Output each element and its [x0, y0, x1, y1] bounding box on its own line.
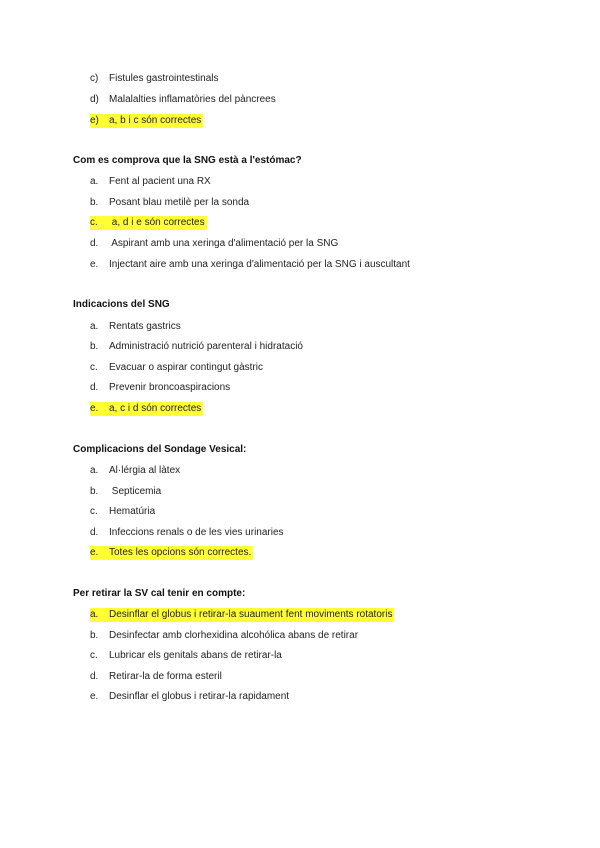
- option-text: Administració nutrició parenteral i hidratació: [109, 341, 303, 352]
- q0-option-c: [90, 72, 219, 86]
- option-letter: a.: [90, 176, 99, 187]
- q3-option-e: [90, 546, 253, 560]
- option-text: Desinfectar amb clorhexidina alcohólica abans de retirar: [109, 630, 359, 641]
- q2-option-e: [90, 402, 203, 416]
- option-letter: b.: [90, 630, 99, 641]
- q1-option-c: [90, 216, 207, 230]
- q1-option-e: [90, 258, 410, 272]
- option-letter: e): [90, 115, 99, 126]
- option-text: Fent al pacient una RX: [109, 176, 211, 187]
- q3-option-c: [90, 505, 155, 519]
- q2-option-d: [90, 381, 230, 395]
- q3-title: Complicacions del Sondage Vesical:: [73, 444, 247, 455]
- option-text: Rentats gastrics: [109, 321, 181, 332]
- option-text: a, d i e són correctes: [109, 217, 205, 228]
- q3-option-d: [90, 526, 284, 540]
- q4-option-b: [90, 629, 358, 643]
- q3-option-b: [90, 485, 161, 499]
- option-letter: e.: [90, 403, 99, 414]
- option-text: a, c i d són correctes: [109, 403, 202, 414]
- option-text: Evacuar o aspirar contingut gàstric: [109, 362, 263, 373]
- option-text: Injectant aire amb una xeringa d'alimentació per la SNG i auscultant: [109, 259, 410, 270]
- option-text: Desinflar el globus i retirar-la suaument fent moviments rotatoris: [109, 609, 393, 620]
- option-letter: a.: [90, 609, 99, 620]
- q4-title: Per retirar la SV cal tenir en compte:: [73, 588, 246, 599]
- q1-option-d: [90, 237, 338, 251]
- q4-option-e: [90, 690, 289, 704]
- option-text: Hematúria: [109, 506, 156, 517]
- option-letter: d.: [90, 238, 99, 249]
- q4-option-c: [90, 649, 282, 663]
- q3-option-a: [90, 464, 180, 478]
- option-letter: e.: [90, 259, 99, 270]
- q2-option-b: [90, 340, 303, 354]
- q2-title: Indicacions del SNG: [73, 299, 170, 310]
- option-letter: e.: [90, 691, 99, 702]
- option-letter: c.: [90, 217, 98, 228]
- option-letter: b.: [90, 341, 99, 352]
- option-text: Retirar-la de forma esteril: [109, 671, 222, 682]
- option-letter: d): [90, 94, 99, 105]
- option-text: Malalalties inflamatòries del pàncrees: [109, 94, 276, 105]
- option-text: Aspirant amb una xeringa d'alimentació per la SNG: [109, 238, 339, 249]
- q1-option-b: [90, 196, 249, 210]
- option-letter: d.: [90, 527, 99, 538]
- option-text: Infeccions renals o de les vies urinaries: [109, 527, 284, 538]
- option-text: Totes les opcions són correctes.: [109, 547, 252, 558]
- option-letter: c): [90, 73, 99, 84]
- q1-option-a: [90, 175, 211, 189]
- option-text: Septicemia: [109, 486, 162, 497]
- option-letter: b.: [90, 197, 99, 208]
- option-letter: c.: [90, 506, 98, 517]
- option-letter: c.: [90, 362, 98, 373]
- option-letter: d.: [90, 382, 99, 393]
- q1-title: Com es comprova que la SNG està a l'estómac?: [73, 155, 302, 166]
- option-letter: c.: [90, 650, 98, 661]
- option-text: Posant blau metilè per la sonda: [109, 197, 250, 208]
- option-letter: a.: [90, 321, 99, 332]
- option-text: Fistules gastrointestinals: [109, 73, 219, 84]
- option-text: a, b i c són correctes: [109, 115, 202, 126]
- q4-option-d: [90, 670, 222, 684]
- q4-option-a: [90, 608, 394, 622]
- option-letter: e.: [90, 547, 99, 558]
- q2-option-a: [90, 320, 181, 334]
- option-letter: b.: [90, 486, 99, 497]
- q0-option-e: [90, 114, 203, 128]
- option-text: Lubricar els genitals abans de retirar-la: [109, 650, 282, 661]
- option-text: Desinflar el globus i retirar-la rapidament: [109, 691, 290, 702]
- option-text: Prevenir broncoaspiracions: [109, 382, 231, 393]
- q2-option-c: [90, 361, 263, 375]
- option-letter: a.: [90, 465, 99, 476]
- option-letter: d.: [90, 671, 99, 682]
- q0-option-d: [90, 93, 276, 107]
- option-text: Al·lérgia al làtex: [109, 465, 181, 476]
